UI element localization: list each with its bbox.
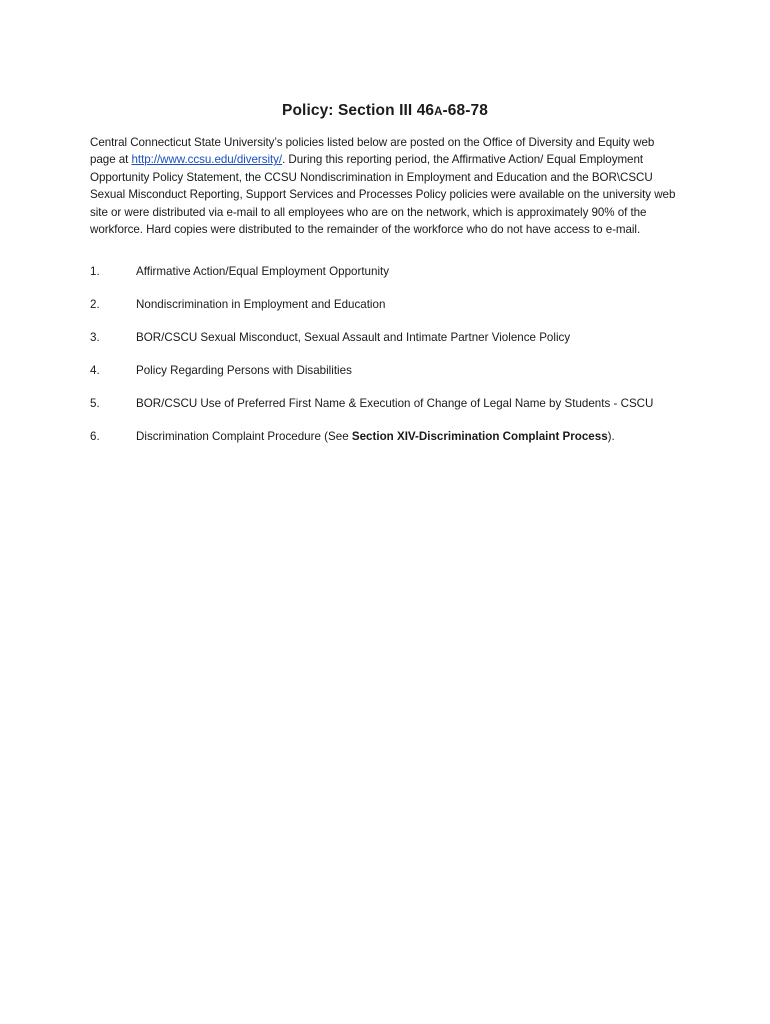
list-item-number: 3. — [90, 331, 100, 344]
title-prefix: Policy: Section III 46 — [282, 102, 435, 119]
list-item — [90, 328, 680, 348]
list-item — [90, 394, 680, 414]
list-item-number: 2. — [90, 298, 100, 311]
intro-text-start: Central Connecticut State University’s policies listed below are posted on the Office of Diversity and Equity web page at — [90, 136, 655, 167]
list-item-text: BOR/CSCU Use of Preferred First Name & Execution of Change of Legal Name by Students - CSCU — [136, 397, 654, 410]
policy-list — [90, 262, 680, 460]
intro-paragraph — [90, 134, 680, 238]
list-item-number: 6. — [90, 430, 100, 443]
list-item-text-end: ). — [607, 430, 615, 443]
list-item-text: Affirmative Action/Equal Employment Opportunity — [136, 265, 390, 278]
title-smallcap: A — [434, 106, 443, 118]
list-item-text: BOR/CSCU Sexual Misconduct, Sexual Assault and Intimate Partner Violence Policy — [136, 331, 571, 344]
list-item-text: Policy Regarding Persons with Disabilities — [136, 364, 352, 377]
list-item-text: Nondiscrimination in Employment and Education — [136, 298, 386, 311]
intro-text-end: . During this reporting period, the Affirmative Action/ Equal Employment Opportunity Policy Statement, the CCSU Nondiscrimination in Employment and Education and the BOR\CSCU Sexual Misconduct Reporting, Support Services and Processes Policy policies were available on the university web site or were distributed via e-mail to all employees who are on the network, which is approximately 90% of the workforce. Hard copies were distributed to the remainder of the workforce who do not have access to e-mail. — [90, 153, 676, 237]
list-item — [90, 361, 680, 381]
diversity-link[interactable]: http://www.ccsu.edu/diversity/ — [131, 153, 283, 167]
list-item-text-start: Discrimination Complaint Procedure (See — [136, 430, 352, 443]
list-item — [90, 427, 680, 447]
list-item — [90, 295, 680, 315]
page-title — [0, 102, 770, 120]
section-reference: Section XIV-Discrimination Complaint Process — [351, 430, 608, 443]
list-item-number: 1. — [90, 265, 100, 278]
list-item-text — [136, 427, 666, 447]
list-item-number: 4. — [90, 364, 100, 377]
list-item — [90, 262, 680, 282]
title-suffix: -68-78 — [442, 102, 488, 119]
list-item-number: 5. — [90, 397, 100, 410]
